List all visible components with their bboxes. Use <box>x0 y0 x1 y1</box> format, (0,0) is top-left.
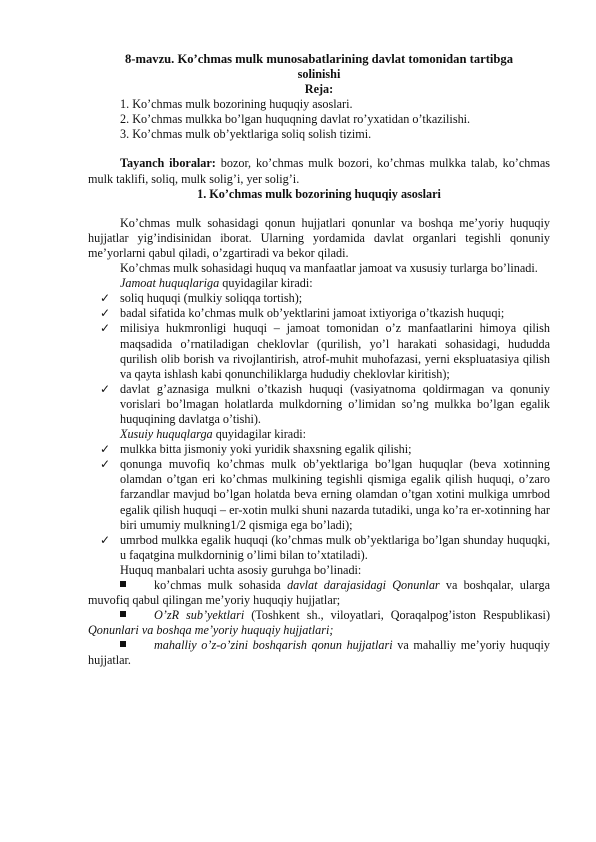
plan-item: 1. Ko’chmas mulk bozorining huquqiy asoslari. <box>120 97 353 112</box>
document-title: 8-mavzu. Ko’chmas mulk munosabatlarining davlat tomonidan tartibga <box>125 52 513 66</box>
list-item-text: mulkka bitta jismoniy yoki yuridik shaxsning egalik qilishi; <box>120 442 412 457</box>
check-icon: ✓ <box>100 457 111 472</box>
keywords-label: Tayanch iboralar: <box>120 156 216 171</box>
sources-intro: Huquq manbalari uchta asosiy guruhga bo’linadi: <box>120 562 362 577</box>
list-item <box>88 533 550 563</box>
plan-heading: Reja: <box>304 82 334 97</box>
check-icon: ✓ <box>100 381 111 396</box>
public-rights-label: Jamoat huquqlariga <box>120 276 220 291</box>
keywords-paragraph <box>88 156 550 186</box>
source-emphasis: Qonunlari va boshqa me’yoriy huquqiy hujjatlari; <box>88 623 334 638</box>
private-rights-intro <box>88 427 550 442</box>
square-bullet-icon <box>120 581 126 587</box>
public-rights-suffix: quyidagilar kiradi: <box>219 276 313 291</box>
list-item <box>88 321 550 381</box>
list-item <box>88 608 550 638</box>
list-item <box>88 638 550 668</box>
check-icon: ✓ <box>100 306 111 321</box>
check-icon: ✓ <box>100 291 111 306</box>
check-icon: ✓ <box>100 442 111 457</box>
plan-list <box>88 97 550 142</box>
list-item-text: davlat g’aznasiga mulkni o’tkazish huquqi (vasiyatnoma qoldirmagan va qonuniy vorislari bo’lmagan holatlarda mulkdorning o’limidan so’ng mulkka bo’lgan egalik huquqining davlatga o’tishi). <box>120 381 550 426</box>
list-item <box>88 382 550 427</box>
source-emphasis: O’zR sub’yektlari <box>154 608 245 623</box>
source-text: va mahalliy me’yoriy huquqiy hujjatlar. <box>88 638 550 668</box>
list-item <box>88 306 550 321</box>
list-item-text: badal sifatida ko’chmas mulk ob’yektlarini jamoat ixtiyoriga o’tkazish huquqi; <box>120 306 505 321</box>
list-item <box>88 578 550 608</box>
plan-item: 2. Ko’chmas mulkka bo’lgan huquqning davlat ro’yxatidan o’tkazilishi. <box>120 112 471 127</box>
private-rights-suffix: quyidagilar kiradi: <box>212 427 307 442</box>
document-title-line2: solinishi <box>297 67 341 81</box>
sources-list <box>88 578 550 669</box>
list-item-text: milisiya hukmronligi huquqi – jamoat tomonidan o’z manfaatlarini himoya qilish maqsadida o’rnatiladigan cheklovlar (qurilish, yo’l harakati sohasidagi, hududda qurilish olib borish va rivojlantirish, atrof-muhit muhofazasi, yerni ekspluatasiya qilish va qayta ishlash kabi qonunchiliklarga hududiy cheklovlar kiritish); <box>120 321 550 381</box>
list-item-text: qonunga muvofiq ko’chmas mulk ob’yektlariga bo’lgan huquqlar (beva xotinning olamdan o’tgan eri ko’chmas mulkining tegishli qismiga egalik qilish huquqi, o’zaro farzandlar mavjud bo’lgan holatda beva erning olamdan o’tgan xotini mulkiga umrbod egalik qilish huquqi – er-xotin mulki shuni nazarda tutadiki, unga ko’ra er-xotinning har biri umumiy mulkning1/2 qismiga ega bo’ladi); <box>120 457 550 532</box>
check-icon: ✓ <box>100 321 111 336</box>
document-page <box>88 52 550 669</box>
check-icon: ✓ <box>100 532 111 547</box>
section-title: 1. Ko’chmas mulk bozorining huquqiy asoslari <box>197 186 441 201</box>
list-item <box>88 457 550 532</box>
keywords-text: bozor, ko’chmas mulk bozori, ko’chmas mulkka talab, ko’chmas mulk taklifi, soliq, mulk solig’i, yer solig’i. <box>88 156 550 186</box>
list-item-text: soliq huquqi (mulkiy soliqqa tortish); <box>120 291 303 306</box>
source-emphasis: mahalliy o’z-o’zini boshqarish qonun hujjatlari <box>154 638 393 653</box>
square-bullet-icon <box>120 641 126 647</box>
list-item <box>88 291 550 306</box>
source-text: (Toshkent sh., viloyatlari, Qoraqalpog’iston Respublikasi) <box>244 608 551 623</box>
public-rights-list <box>88 291 550 427</box>
private-rights-list <box>88 442 550 563</box>
source-emphasis: davlat darajasidagi Qonunlar <box>287 578 440 592</box>
paragraph: Ko’chmas mulk sohasidagi huquq va manfaatlar jamoat va xususiy turlarga bo’linadi. <box>120 261 538 276</box>
plan-item: 3. Ko’chmas mulk ob’yektlariga soliq solish tizimi. <box>120 127 372 142</box>
source-text: ko’chmas mulk sohasida <box>154 578 288 592</box>
list-item <box>88 442 550 457</box>
list-item-text: umrbod mulkka egalik huquqi (ko’chmas mulk ob’yektlariga bo’lgan shunday huquqki, u faqatgina mulkdorninig o’limi bilan to’xtatiladi). <box>120 532 550 562</box>
source-text: va boshqalar, ularga muvofiq qabul qilingan me’yoriy huquqiy hujjatlar; <box>88 578 550 608</box>
paragraph: Ko’chmas mulk sohasidagi qonun hujjatlari qonunlar va boshqa me’yoriy huquqiy hujjatlar yig’indisinidan iborat. Ularning yordamida davlat organlari tegishli qonuniy me’yorlarni qabul qiladi, o’zgartiradi va bekor qiladi. <box>88 215 550 260</box>
private-rights-label: Xusuiy huquqlarga <box>120 427 213 442</box>
square-bullet-icon <box>120 611 126 617</box>
public-rights-intro <box>88 276 550 291</box>
